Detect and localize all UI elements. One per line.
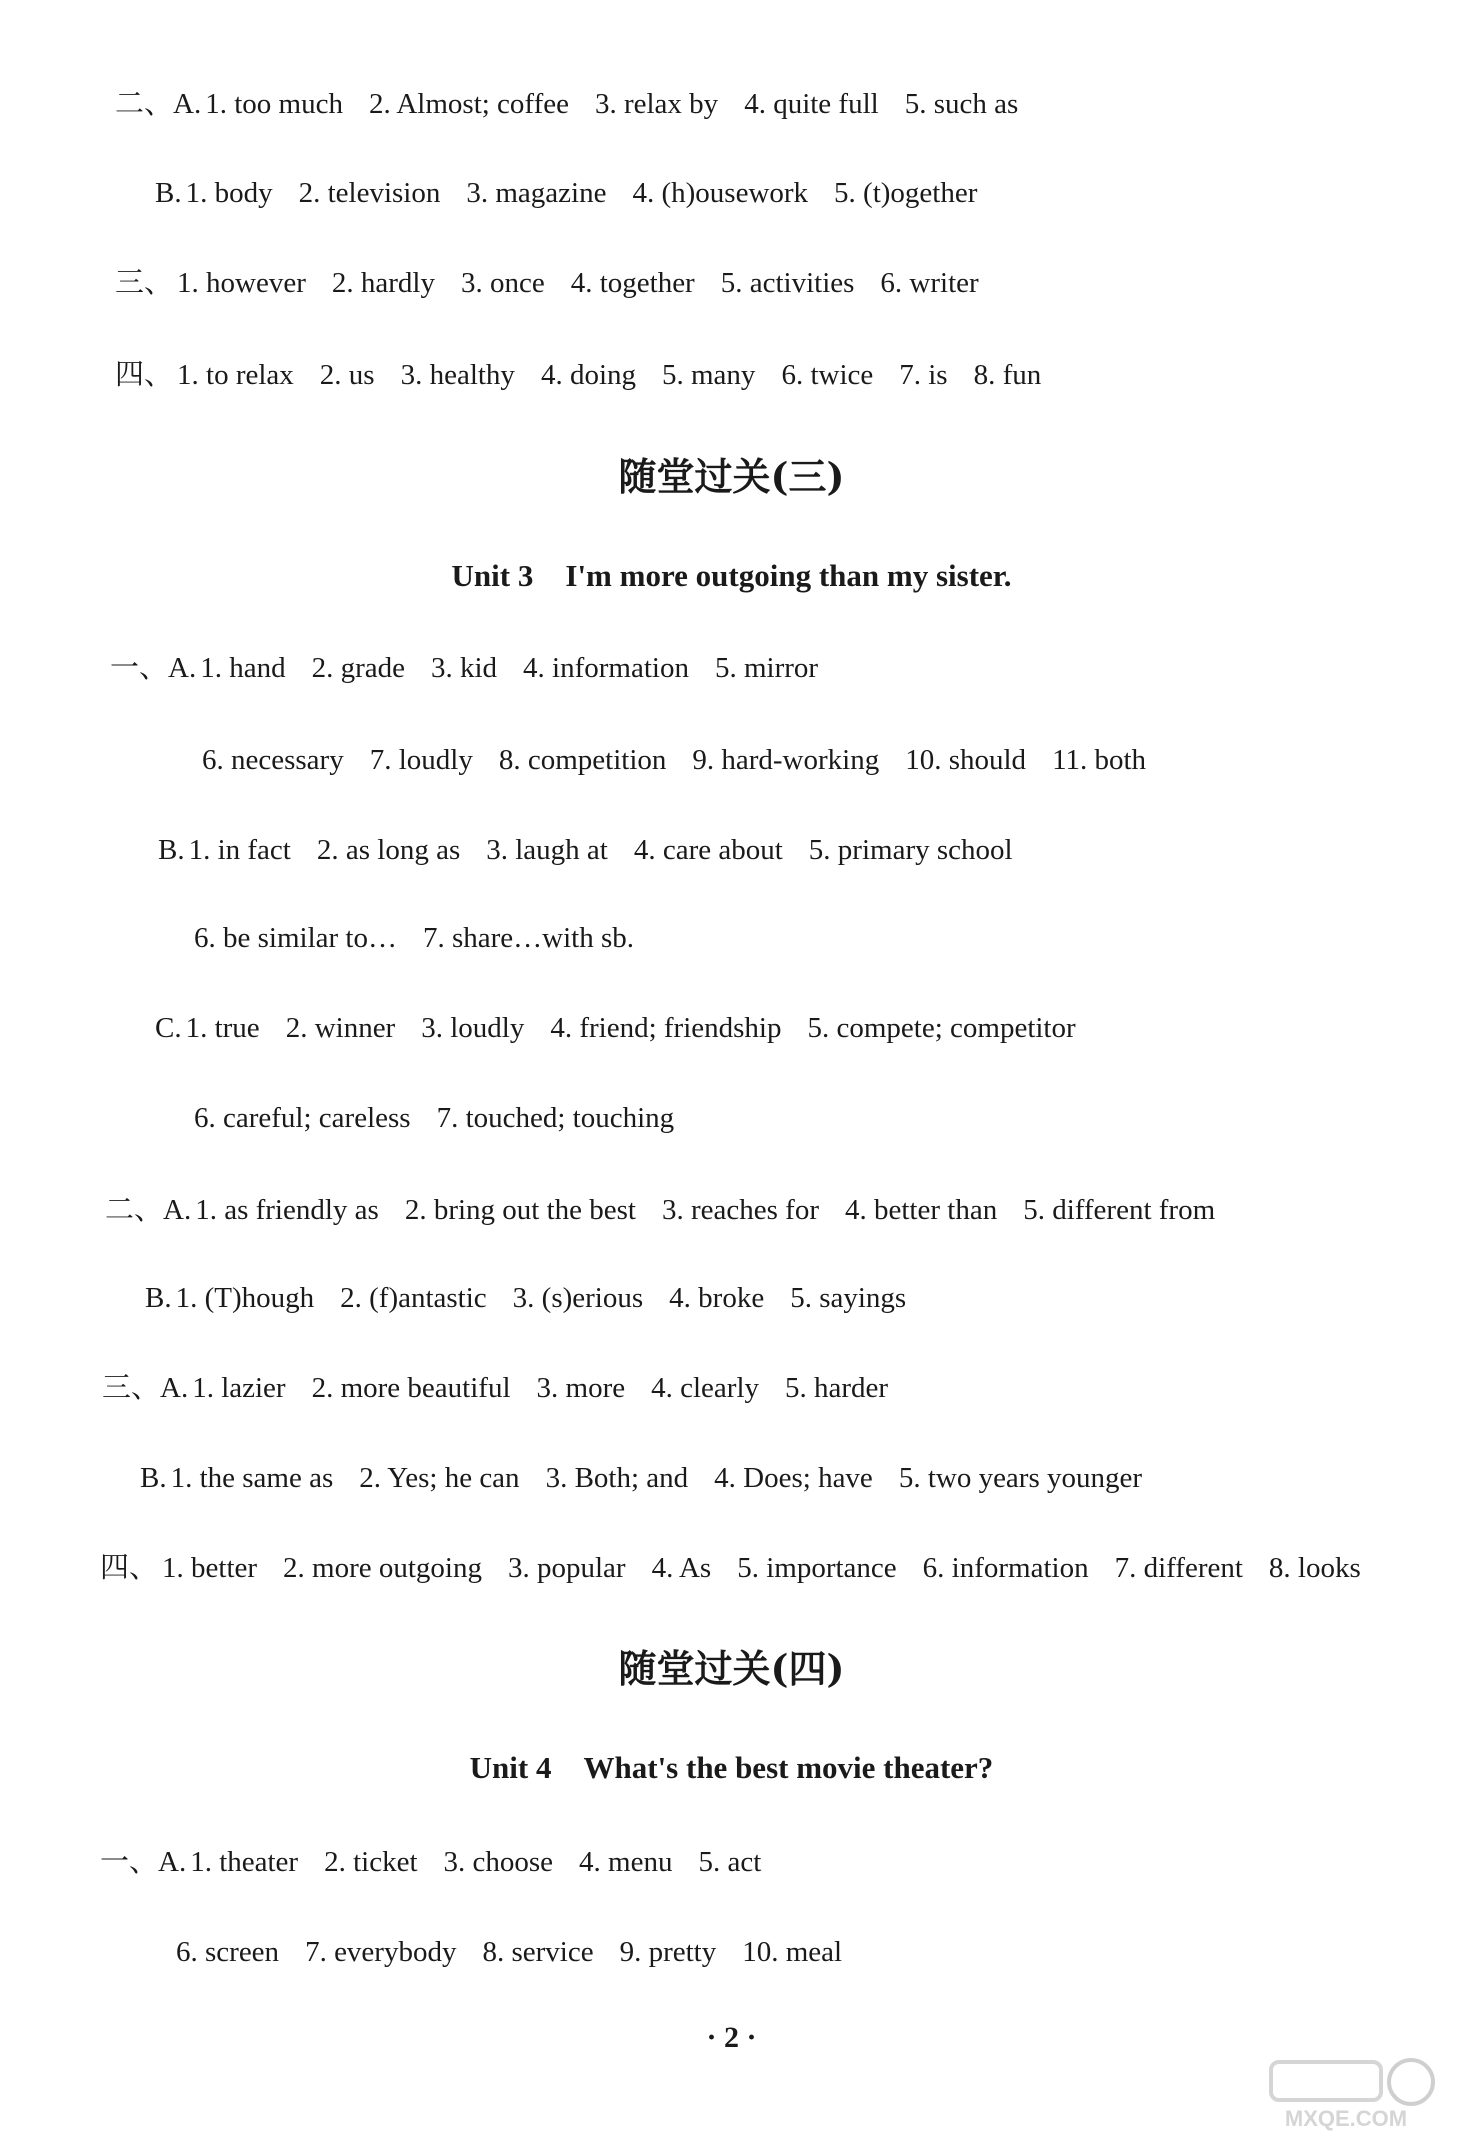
answer-line (102, 1368, 914, 1408)
section-heading-3: 随堂过关(三) (618, 454, 845, 499)
question-label: 三、 (115, 267, 174, 299)
answer-item: 3. popular (507, 1552, 626, 1584)
answer-item: 3. relax by (594, 88, 719, 120)
answer-item: 5. many (662, 359, 756, 391)
unit-number: Unit 3 (451, 558, 534, 593)
answer-item: 3. laugh at (486, 834, 608, 866)
answer-item: 10. meal (742, 1936, 843, 1968)
unit-title-3 (0, 555, 1463, 597)
answer-line (155, 1008, 1102, 1048)
answer-item: 2. grade (311, 652, 405, 684)
answer-item: 7. share…with sb. (422, 922, 635, 954)
answer-item: 8. service (482, 1936, 594, 1968)
answer-stamp-icon (1251, 2052, 1441, 2132)
answer-line (115, 355, 1067, 395)
answer-item: 5. mirror (714, 652, 819, 684)
answer-item: 2. hardly (331, 267, 435, 299)
answer-line (140, 1458, 1168, 1498)
answer-item: 6. writer (880, 267, 979, 299)
answer-item: 3. choose (443, 1846, 554, 1878)
answer-item: 3. loudly (421, 1012, 525, 1044)
answer-item: 5. such as (904, 88, 1019, 120)
question-label: 三、A. (102, 1372, 189, 1404)
answer-item: 7. touched; touching (436, 1102, 675, 1134)
answer-item: 4. together (570, 267, 695, 299)
answer-item: 1. as friendly as (195, 1194, 379, 1226)
answer-item: 2. us (319, 359, 375, 391)
answer-item: 1. in fact (188, 834, 291, 866)
answer-item: 7. loudly (369, 744, 473, 776)
answer-item: 1. too much (205, 88, 343, 120)
answer-item: 6. be similar to… (194, 922, 397, 954)
answer-item: 1. however (177, 267, 306, 299)
answer-item: 3. kid (430, 652, 498, 684)
answer-item: 4. clearly (651, 1372, 759, 1404)
answer-item: 3. magazine (466, 177, 607, 209)
answer-item: 5. importance (737, 1552, 897, 1584)
answer-item: 5. different from (1023, 1194, 1216, 1226)
answer-line (115, 263, 1005, 303)
answer-item: 5. two years younger (898, 1462, 1143, 1494)
answer-item: 11. both (1052, 744, 1147, 776)
question-label: B. (145, 1282, 172, 1314)
answer-item: 7. different (1114, 1552, 1243, 1584)
page-number: · 2 · (706, 2021, 757, 2054)
answer-item: 3. once (460, 267, 545, 299)
answer-item: 7. everybody (305, 1936, 457, 1968)
answer-item: 2. as long as (316, 834, 461, 866)
answer-item: 6. information (922, 1552, 1089, 1584)
answer-line (115, 84, 1044, 124)
answer-item: 5. act (698, 1846, 762, 1878)
answer-item: 1. (T)hough (175, 1282, 315, 1314)
answer-line (105, 1190, 1241, 1230)
question-label: 四、 (100, 1552, 159, 1584)
answer-item: 1. hand (200, 652, 286, 684)
answer-item: 1. to relax (177, 359, 294, 391)
answer-item: 2. television (298, 177, 441, 209)
unit-number: Unit 4 (469, 1750, 552, 1785)
answer-line (100, 1548, 1387, 1588)
answer-item: 1. the same as (170, 1462, 334, 1494)
answer-item: 6. careful; careless (194, 1102, 411, 1134)
unit-title-4 (0, 1747, 1463, 1789)
answer-item: 5. sayings (790, 1282, 907, 1314)
answer-line (110, 648, 844, 688)
question-label: B. (140, 1462, 167, 1494)
answer-item: 6. screen (176, 1936, 280, 1968)
question-label: 二、A. (105, 1194, 192, 1226)
answer-line (100, 1842, 787, 1882)
question-label: C. (155, 1012, 182, 1044)
question-label: B. (158, 834, 185, 866)
answer-item: 1. better (162, 1552, 258, 1584)
answer-item: 4. menu (579, 1846, 673, 1878)
answer-item: 4. information (523, 652, 689, 684)
answer-item: 8. looks (1268, 1552, 1361, 1584)
answer-item: 2. more outgoing (283, 1552, 482, 1584)
answer-item: 4. broke (669, 1282, 765, 1314)
answer-line (190, 1098, 700, 1138)
answer-item: 6. twice (781, 359, 874, 391)
answer-item: 2. ticket (324, 1846, 418, 1878)
answer-item: 4. better than (845, 1194, 998, 1226)
answer-item: 1. body (185, 177, 273, 209)
answer-item: 4. (h)ousework (632, 177, 809, 209)
section-heading-4: 随堂过关(四) (618, 1646, 845, 1691)
question-label: 二、A. (115, 88, 202, 120)
answer-item: 2. Yes; he can (359, 1462, 520, 1494)
answer-line (172, 1932, 868, 1972)
answer-item: 2. (f)antastic (340, 1282, 487, 1314)
answer-item: 1. theater (190, 1846, 299, 1878)
answer-item: 5. harder (785, 1372, 889, 1404)
answer-line (155, 173, 1003, 213)
answer-item: 3. Both; and (545, 1462, 689, 1494)
answer-line (158, 830, 1039, 870)
answer-line (190, 918, 660, 958)
answer-item: 3. healthy (400, 359, 515, 391)
question-label: 一、A. (110, 652, 197, 684)
answer-item: 5. activities (720, 267, 855, 299)
answer-item: 5. (t)ogether (834, 177, 978, 209)
answer-item: 4. Does; have (714, 1462, 873, 1494)
answer-item: 2. bring out the best (404, 1194, 636, 1226)
answer-item: 3. (s)erious (512, 1282, 644, 1314)
answer-item: 9. hard-working (692, 744, 880, 776)
watermark-text: MXQE.COM (1284, 2106, 1408, 2131)
answer-item: 4. doing (540, 359, 636, 391)
question-label: 一、A. (100, 1846, 187, 1878)
unit-name: I'm more outgoing than my sister. (565, 558, 1012, 593)
answer-item: 8. fun (973, 359, 1042, 391)
answer-item: 10. should (905, 744, 1027, 776)
question-label: 四、 (115, 359, 174, 391)
answer-item: 3. more (536, 1372, 626, 1404)
answer-line (198, 740, 1172, 780)
answer-item: 5. primary school (808, 834, 1013, 866)
answer-line (145, 1278, 932, 1318)
answer-item: 4. As (651, 1552, 712, 1584)
answer-item: 4. friend; friendship (550, 1012, 782, 1044)
answer-item: 3. reaches for (662, 1194, 819, 1226)
answer-item: 1. true (185, 1012, 260, 1044)
answer-item: 2. more beautiful (311, 1372, 511, 1404)
answer-item: 2. winner (285, 1012, 396, 1044)
answer-item: 1. lazier (192, 1372, 286, 1404)
answer-item: 7. is (899, 359, 948, 391)
answer-item: 2. Almost; coffee (368, 88, 569, 120)
answer-item: 6. necessary (202, 744, 344, 776)
answer-item: 9. pretty (619, 1936, 717, 1968)
answer-item: 4. quite full (744, 88, 879, 120)
answer-item: 4. care about (633, 834, 783, 866)
question-label: B. (155, 177, 182, 209)
unit-name: What's the best movie theater? (583, 1750, 994, 1785)
answer-item: 5. compete; competitor (807, 1012, 1076, 1044)
answer-item: 8. competition (498, 744, 667, 776)
